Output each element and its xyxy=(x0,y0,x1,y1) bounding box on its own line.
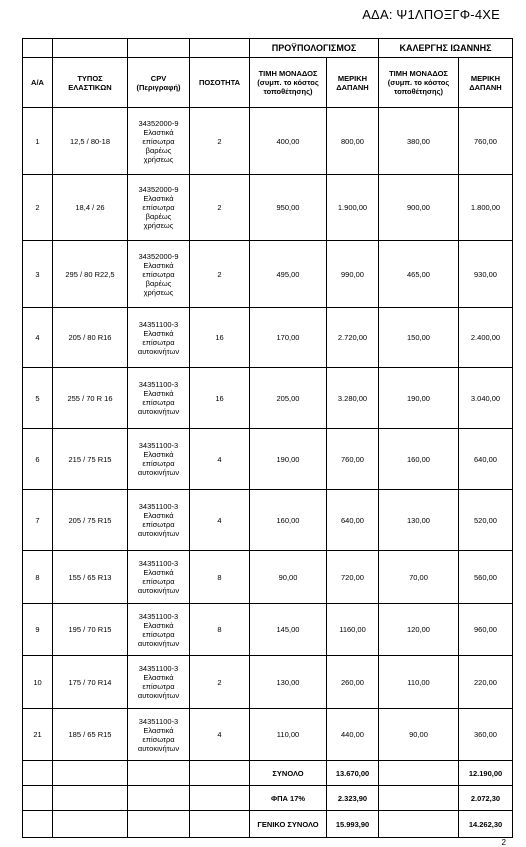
total-label: ΣΥΝΟΛΟ xyxy=(250,761,327,786)
totals-row xyxy=(23,786,513,811)
vendor-partial-cost: 640,00 xyxy=(459,429,513,490)
cpv-description: 34352000-9 Ελαστικά επίσωτρα βαρέως χρήσεως xyxy=(128,175,190,241)
row-number: 9 xyxy=(23,604,53,656)
empty-cell xyxy=(190,761,250,786)
quantity: 8 xyxy=(190,551,250,604)
vendor-unit-price: 90,00 xyxy=(379,709,459,761)
cpv-description: 34351100-3 Ελαστικά επίσωτρα αυτοκινήτων xyxy=(128,490,190,551)
budget-total: 13.670,00 xyxy=(327,761,379,786)
budget-unit-price: 90,00 xyxy=(250,551,327,604)
vendor-unit-price: 110,00 xyxy=(379,656,459,709)
table-row xyxy=(23,604,513,656)
col-header-cpv: CPV (Περιγραφή) xyxy=(128,58,190,108)
table-row xyxy=(23,656,513,709)
budget-partial-cost: 3.280,00 xyxy=(327,368,379,429)
budget-partial-cost: 1.900,00 xyxy=(327,175,379,241)
budget-unit-price: 400,00 xyxy=(250,108,327,175)
tire-pricing-table xyxy=(22,38,513,838)
vendor-partial-cost: 360,00 xyxy=(459,709,513,761)
totals-row xyxy=(23,811,513,838)
vendor-unit-price: 160,00 xyxy=(379,429,459,490)
quantity: 4 xyxy=(190,709,250,761)
cpv-description: 34351100-3 Ελαστικά επίσωτρα αυτοκινήτων xyxy=(128,429,190,490)
empty-cell xyxy=(128,786,190,811)
quantity: 2 xyxy=(190,241,250,308)
row-number: 5 xyxy=(23,368,53,429)
cpv-description: 34351100-3 Ελαστικά επίσωτρα αυτοκινήτων xyxy=(128,656,190,709)
vendor-partial-cost: 960,00 xyxy=(459,604,513,656)
empty-cell xyxy=(53,39,128,58)
empty-cell xyxy=(23,39,53,58)
budget-unit-price: 495,00 xyxy=(250,241,327,308)
budget-unit-price: 145,00 xyxy=(250,604,327,656)
ada-code: ΑΔΑ: Ψ1ΛΠΟΞΓΦ-4ΧΕ xyxy=(362,7,500,22)
vendor-partial-cost: 1.800,00 xyxy=(459,175,513,241)
vendor-partial-cost: 560,00 xyxy=(459,551,513,604)
vendor-total: 12.190,00 xyxy=(459,761,513,786)
empty-cell xyxy=(190,786,250,811)
tire-type: 295 / 80 R22,5 xyxy=(53,241,128,308)
vendor-partial-cost: 520,00 xyxy=(459,490,513,551)
vendor-unit-price: 465,00 xyxy=(379,241,459,308)
col-header-aa: Α/Α xyxy=(23,58,53,108)
table-row xyxy=(23,241,513,308)
row-number: 7 xyxy=(23,490,53,551)
empty-cell xyxy=(23,811,53,838)
total-label: ΦΠΑ 17% xyxy=(250,786,327,811)
col-header-qty: ΠΟΣΟΤΗΤΑ xyxy=(190,58,250,108)
tire-type: 185 / 65 R15 xyxy=(53,709,128,761)
row-number: 3 xyxy=(23,241,53,308)
vendor-unit-price: 120,00 xyxy=(379,604,459,656)
tire-type: 205 / 80 R16 xyxy=(53,308,128,368)
page-number: 2 xyxy=(501,838,506,847)
table-row xyxy=(23,308,513,368)
budget-total: 15.993,90 xyxy=(327,811,379,838)
cpv-description: 34351100-3 Ελαστικά επίσωτρα αυτοκινήτων xyxy=(128,551,190,604)
column-header-row xyxy=(23,58,513,108)
quantity: 8 xyxy=(190,604,250,656)
total-label: ΓΕΝΙΚΟ ΣΥΝΟΛΟ xyxy=(250,811,327,838)
empty-cell xyxy=(23,786,53,811)
col-header-partial: ΜΕΡΙΚΗ ΔΑΠΑΝΗ xyxy=(327,58,379,108)
empty-cell xyxy=(53,811,128,838)
group-header-row xyxy=(23,39,513,58)
vendor-total: 2.072,30 xyxy=(459,786,513,811)
empty-cell xyxy=(53,761,128,786)
empty-cell xyxy=(53,786,128,811)
budget-partial-cost: 760,00 xyxy=(327,429,379,490)
tire-type: 195 / 70 R15 xyxy=(53,604,128,656)
vendor-unit-price: 900,00 xyxy=(379,175,459,241)
table-row xyxy=(23,175,513,241)
tire-type: 18,4 / 26 xyxy=(53,175,128,241)
row-number: 10 xyxy=(23,656,53,709)
row-number: 8 xyxy=(23,551,53,604)
vendor-unit-price: 130,00 xyxy=(379,490,459,551)
vendor-total: 14.262,30 xyxy=(459,811,513,838)
budget-unit-price: 190,00 xyxy=(250,429,327,490)
budget-unit-price: 950,00 xyxy=(250,175,327,241)
row-number: 6 xyxy=(23,429,53,490)
vendor-partial-cost: 930,00 xyxy=(459,241,513,308)
tire-type: 255 / 70 R 16 xyxy=(53,368,128,429)
row-number: 21 xyxy=(23,709,53,761)
tire-type: 205 / 75 R15 xyxy=(53,490,128,551)
empty-cell xyxy=(128,811,190,838)
totals-row xyxy=(23,761,513,786)
empty-cell xyxy=(379,761,459,786)
budget-unit-price: 160,00 xyxy=(250,490,327,551)
cpv-description: 34352000-9 Ελαστικά επίσωτρα βαρέως χρήσεως xyxy=(128,108,190,175)
vendor-unit-price: 380,00 xyxy=(379,108,459,175)
budget-partial-cost: 990,00 xyxy=(327,241,379,308)
table-row xyxy=(23,709,513,761)
tire-type: 175 / 70 R14 xyxy=(53,656,128,709)
quantity: 2 xyxy=(190,656,250,709)
cpv-description: 34351100-3 Ελαστικά επίσωτρα αυτοκινήτων xyxy=(128,368,190,429)
empty-cell xyxy=(190,811,250,838)
empty-cell xyxy=(128,39,190,58)
col-header-unit-price: ΤΙΜΗ ΜΟΝΑΔΟΣ (συμπ. το κόστος τοποθέτησης) xyxy=(250,58,327,108)
empty-cell xyxy=(128,761,190,786)
quantity: 4 xyxy=(190,429,250,490)
empty-cell xyxy=(379,811,459,838)
vendor-unit-price: 70,00 xyxy=(379,551,459,604)
table-row xyxy=(23,108,513,175)
quantity: 4 xyxy=(190,490,250,551)
col-header-type: ΤΥΠΟΣ ΕΛΑΣΤΙΚΩΝ xyxy=(53,58,128,108)
budget-unit-price: 110,00 xyxy=(250,709,327,761)
tire-type: 12,5 / 80-18 xyxy=(53,108,128,175)
vendor-unit-price: 190,00 xyxy=(379,368,459,429)
cpv-description: 34351100-3 Ελαστικά επίσωτρα αυτοκινήτων xyxy=(128,604,190,656)
empty-cell xyxy=(190,39,250,58)
empty-cell xyxy=(379,786,459,811)
quantity: 2 xyxy=(190,108,250,175)
empty-cell xyxy=(23,761,53,786)
budget-total: 2.323,90 xyxy=(327,786,379,811)
tire-type: 215 / 75 R15 xyxy=(53,429,128,490)
row-number: 2 xyxy=(23,175,53,241)
vendor-partial-cost: 760,00 xyxy=(459,108,513,175)
vendor-partial-cost: 3.040,00 xyxy=(459,368,513,429)
cpv-description: 34351100-3 Ελαστικά επίσωτρα αυτοκινήτων xyxy=(128,308,190,368)
table-row xyxy=(23,490,513,551)
table-row xyxy=(23,429,513,490)
table-row xyxy=(23,551,513,604)
vendor-partial-cost: 2.400,00 xyxy=(459,308,513,368)
budget-unit-price: 130,00 xyxy=(250,656,327,709)
quantity: 16 xyxy=(190,308,250,368)
budget-unit-price: 205,00 xyxy=(250,368,327,429)
budget-partial-cost: 440,00 xyxy=(327,709,379,761)
col-header-unit-price-vendor: ΤΙΜΗ ΜΟΝΑΔΟΣ (συμπ. το κόστος τοποθέτησης) xyxy=(379,58,459,108)
budget-partial-cost: 720,00 xyxy=(327,551,379,604)
table-row xyxy=(23,368,513,429)
vendor-unit-price: 150,00 xyxy=(379,308,459,368)
cpv-description: 34352000-9 Ελαστικά επίσωτρα βαρέως χρήσεως xyxy=(128,241,190,308)
row-number: 4 xyxy=(23,308,53,368)
budget-partial-cost: 1160,00 xyxy=(327,604,379,656)
quantity: 16 xyxy=(190,368,250,429)
budget-group-header: ΠΡΟΫΠΟΛΟΓΙΣΜΟΣ xyxy=(250,39,379,58)
vendor-partial-cost: 220,00 xyxy=(459,656,513,709)
col-header-partial-vendor: ΜΕΡΙΚΗ ΔΑΠΑΝΗ xyxy=(459,58,513,108)
vendor-group-header: ΚΑΛΕΡΓΗΣ ΙΩΑΝΝΗΣ xyxy=(379,39,513,58)
row-number: 1 xyxy=(23,108,53,175)
quantity: 2 xyxy=(190,175,250,241)
tire-type: 155 / 65 R13 xyxy=(53,551,128,604)
budget-partial-cost: 800,00 xyxy=(327,108,379,175)
budget-partial-cost: 2.720,00 xyxy=(327,308,379,368)
budget-unit-price: 170,00 xyxy=(250,308,327,368)
budget-partial-cost: 260,00 xyxy=(327,656,379,709)
cpv-description: 34351100-3 Ελαστικά επίσωτρα αυτοκινήτων xyxy=(128,709,190,761)
budget-partial-cost: 640,00 xyxy=(327,490,379,551)
